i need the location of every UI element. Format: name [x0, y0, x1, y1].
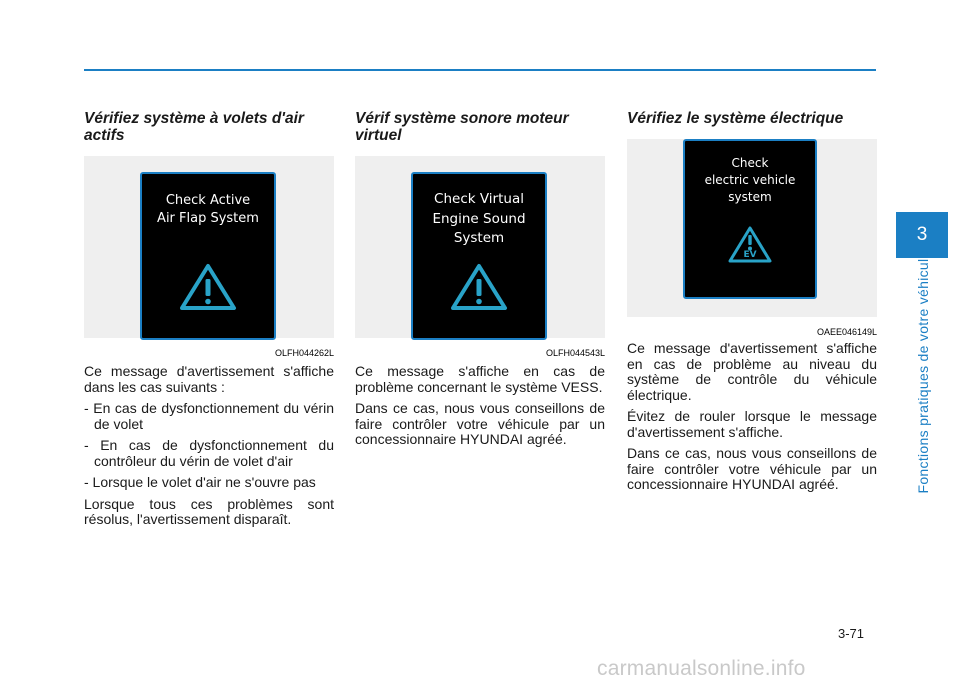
- page-number: 3-71: [838, 626, 865, 641]
- paragraph: Ce message d'avertissement s'affiche en cas de problème au niveau du système de contrôle du véhicule électrique.: [627, 340, 877, 403]
- intro-text: Ce message d'avertissement s'affiche dans les cas suivants :: [84, 363, 334, 395]
- paragraph: Dans ce cas, nous vous conseillons de faire contrôler votre véhicule par un concessionnaire HYUNDAI agréé.: [627, 445, 877, 492]
- section-body: [355, 364, 605, 448]
- figure-code: OLFH044543L: [545, 348, 605, 358]
- section-electric-system: [627, 110, 877, 499]
- section-body: [627, 341, 877, 493]
- figure: [627, 139, 877, 337]
- section-active-air-flap: [84, 110, 334, 534]
- warning-triangle-icon: [413, 262, 545, 317]
- figure-code: OLFH044262L: [274, 348, 334, 358]
- cluster-display: [411, 172, 547, 340]
- ev-warning-triangle-icon: [685, 225, 815, 270]
- chapter-label: Fonctions pratiques de votre véhicule: [915, 250, 931, 494]
- cluster-display: [140, 172, 276, 340]
- section-virtual-engine-sound: [355, 110, 605, 454]
- cluster-display: [683, 139, 817, 299]
- top-rule: [84, 69, 876, 71]
- chapter-tab: 3: [896, 212, 948, 258]
- section-body: [84, 364, 334, 528]
- cluster-message: Check Active Air Flap System: [157, 193, 259, 226]
- section-title: Vérif système sonore moteur virtuel: [355, 110, 569, 144]
- outro-text: Lorsque tous ces problèmes sont résolus, l'avertissement disparaît.: [84, 495, 334, 527]
- list-item: - En cas de dysfonctionnement du contrôleur du vérin de volet d'air: [84, 437, 334, 469]
- list-item: - Lorsque le volet d'air ne s'ouvre pas: [84, 474, 316, 490]
- ev-label: EV: [743, 250, 757, 260]
- cluster-message: Check electric vehicle system: [704, 156, 796, 204]
- watermark: carmanualsonline.info: [597, 657, 806, 680]
- figure: [84, 156, 334, 358]
- paragraph: Ce message s'affiche en cas de problème concernant le système VESS.: [355, 363, 605, 395]
- cluster-message: Check Virtual Engine Sound System: [432, 191, 526, 246]
- warning-triangle-icon: [142, 262, 274, 317]
- figure-code: OAEE046149L: [816, 327, 877, 337]
- figure: [355, 156, 605, 358]
- paragraph: Évitez de rouler lorsque le message d'avertissement s'affiche.: [627, 408, 877, 440]
- list-item: - En cas de dysfonctionnement du vérin de volet: [84, 400, 334, 432]
- section-title: Vérifiez le système électrique: [627, 110, 844, 127]
- section-title: Vérifiez système à volets d'air actifs: [84, 110, 304, 144]
- paragraph: Dans ce cas, nous vous conseillons de faire contrôler votre véhicule par un concessionnaire HYUNDAI agréé.: [355, 400, 605, 447]
